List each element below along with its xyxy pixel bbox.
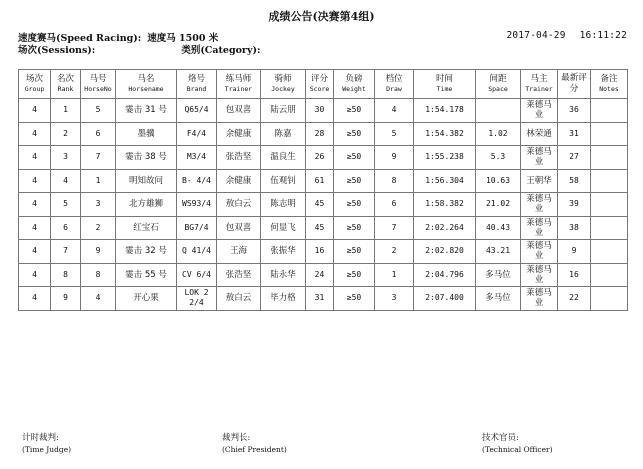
table-cell: 2 (81, 216, 116, 240)
column-header (558, 70, 591, 99)
table-cell: 10.63 (476, 169, 521, 193)
column-header-cn: 档位 (385, 74, 403, 84)
table-cell: ≥50 (334, 240, 375, 264)
table-cell: 王朝华 (521, 169, 558, 193)
page-title: 成绩公告(决赛第4组) (268, 10, 375, 23)
table-cell: ≥50 (334, 169, 375, 193)
table-cell: 6 (81, 122, 116, 146)
column-header (51, 70, 81, 99)
table-cell: 9 (81, 240, 116, 264)
table-cell: 陆云朋 (261, 99, 306, 123)
column-header (591, 70, 628, 99)
table-cell: 3 (81, 193, 116, 217)
column-header (334, 70, 375, 99)
column-header (217, 70, 261, 99)
table-cell: 43.21 (476, 240, 521, 264)
table-cell: 1:56.304 (414, 169, 476, 193)
table-cell: 4 (19, 263, 51, 287)
table-cell: 28 (306, 122, 334, 146)
race-type: 速度赛马(Speed Racing): (18, 33, 142, 44)
results-body (19, 99, 628, 311)
table-cell: Q65/4 (177, 99, 217, 123)
column-header-cn: 骑师 (274, 74, 292, 84)
table-cell: 莱德马业 (521, 193, 558, 217)
table-row (19, 99, 628, 123)
table-cell: 莱德马业 (521, 99, 558, 123)
column-header-en: Draw (386, 85, 402, 93)
table-cell: 2:02.820 (414, 240, 476, 264)
column-header-en: Space (488, 85, 508, 93)
table-cell (591, 240, 628, 264)
column-header-en: Notes (599, 85, 619, 93)
table-cell: ≥50 (334, 193, 375, 217)
table-cell (591, 169, 628, 193)
table-cell (591, 146, 628, 170)
table-cell: 敖白云 (217, 287, 261, 311)
session-info (18, 42, 260, 56)
table-cell: 包双喜 (217, 216, 261, 240)
table-cell: 霎击 32 号 (116, 240, 177, 264)
table-cell: 36 (558, 99, 591, 123)
table-cell: 30 (306, 99, 334, 123)
column-header-cn: 负磅 (345, 74, 363, 84)
table-cell: 1:55.238 (414, 146, 476, 170)
table-cell: 31 (306, 287, 334, 311)
column-header-cn: 烙号 (187, 74, 205, 84)
column-header-en: Score (309, 85, 330, 93)
table-cell: 4 (19, 193, 51, 217)
table-cell (591, 122, 628, 146)
table-cell: 2:02.264 (414, 216, 476, 240)
table-cell: 61 (306, 169, 334, 193)
table-cell: 温良生 (261, 146, 306, 170)
column-header-en: Jockey (271, 85, 295, 93)
table-cell: 莱德马业 (521, 216, 558, 240)
table-cell: 伍观钊 (261, 169, 306, 193)
column-header (521, 70, 558, 99)
table-cell: 16 (306, 240, 334, 264)
column-header-cn: 场次 (25, 74, 43, 84)
print-date: 2017-04-29 (506, 30, 566, 41)
table-cell: ≥50 (334, 122, 375, 146)
table-cell: 1 (51, 99, 81, 123)
results-table (18, 69, 628, 311)
table-cell: 26 (306, 146, 334, 170)
print-datetime (506, 30, 627, 41)
category-label: 类别(Category): (181, 45, 261, 56)
table-cell: 4 (19, 146, 51, 170)
sig-chief-president (222, 433, 287, 455)
table-cell: 1.02 (476, 122, 521, 146)
table-cell: 开心果 (116, 287, 177, 311)
column-header-cn: 名次 (56, 74, 74, 84)
table-cell: 9 (558, 240, 591, 264)
table-cell: 6 (375, 193, 414, 217)
sig-label-en: (Chief President) (222, 445, 287, 454)
table-cell: 4 (81, 287, 116, 311)
column-header-en: Group (24, 85, 45, 93)
table-cell: 莱德马业 (521, 240, 558, 264)
table-cell: 3 (51, 146, 81, 170)
column-header-en: Rank (57, 85, 74, 93)
column-header (81, 70, 116, 99)
print-time: 16:11:22 (579, 30, 627, 41)
table-cell: 2:07.400 (414, 287, 476, 311)
sessions-label: 场次(Sessions): (18, 45, 96, 56)
table-cell: 林荣通 (521, 122, 558, 146)
column-header-cn: 马号 (89, 74, 107, 84)
table-cell: 4 (19, 99, 51, 123)
table-cell: ≥50 (334, 287, 375, 311)
table-cell: 4 (51, 169, 81, 193)
table-cell: 4 (19, 122, 51, 146)
table-cell: 何显飞 (261, 216, 306, 240)
table-cell: 4 (19, 287, 51, 311)
table-cell: 2 (375, 240, 414, 264)
table-cell: LOK 22/4 (177, 287, 217, 311)
table-cell: BG7/4 (177, 216, 217, 240)
table-cell: 1:58.382 (414, 193, 476, 217)
column-header-cn: 最新评分 (561, 73, 587, 94)
table-cell: CV 6/4 (177, 263, 217, 287)
table-cell: 5 (375, 122, 414, 146)
table-row (19, 216, 628, 240)
table-cell: 58 (558, 169, 591, 193)
table-cell: 31 (558, 122, 591, 146)
column-header-cn: 马名 (137, 74, 155, 84)
table-cell: 霎击 31 号 (116, 99, 177, 123)
table-cell: 7 (81, 146, 116, 170)
table-cell: 6 (51, 216, 81, 240)
race-distance: 速度马 1500 米 (147, 33, 219, 44)
column-header-en: Trainer (224, 85, 253, 93)
column-header (116, 70, 177, 99)
table-cell: 余健康 (217, 122, 261, 146)
column-header-cn: 评分 (310, 74, 328, 84)
table-cell: 包双喜 (217, 99, 261, 123)
table-cell: 霎击 38 号 (116, 146, 177, 170)
column-header (306, 70, 334, 99)
table-cell: 24 (306, 263, 334, 287)
table-cell: 1 (375, 263, 414, 287)
table-cell: 余健康 (217, 169, 261, 193)
table-cell: 9 (51, 287, 81, 311)
table-cell (476, 99, 521, 123)
table-cell: 明知故问 (116, 169, 177, 193)
table-cell: 张振华 (261, 240, 306, 264)
column-header (177, 70, 217, 99)
table-cell: 霎击 55 号 (116, 263, 177, 287)
table-cell: 1 (81, 169, 116, 193)
table-cell: 北方雄狮 (116, 193, 177, 217)
table-cell: 莱德马业 (521, 263, 558, 287)
sig-label: 裁判长: (222, 433, 251, 443)
column-header (476, 70, 521, 99)
table-cell: 多马位 (476, 287, 521, 311)
table-cell: 陆永华 (261, 263, 306, 287)
table-cell (591, 287, 628, 311)
column-header-en: HorseNo (84, 85, 112, 93)
table-cell: 22 (558, 287, 591, 311)
table-cell: 2 (51, 122, 81, 146)
table-cell: 8 (51, 263, 81, 287)
table-cell: 8 (375, 169, 414, 193)
table-cell (591, 99, 628, 123)
header-row (19, 70, 628, 99)
column-header-en: Trainer (525, 85, 553, 93)
table-cell: WS93/4 (177, 193, 217, 217)
table-cell (591, 263, 628, 287)
table-cell: 张浩坚 (217, 263, 261, 287)
table-cell: 敖白云 (217, 193, 261, 217)
table-cell: 38 (558, 216, 591, 240)
sig-time-judge (22, 433, 71, 455)
sig-label: 计时裁判: (22, 433, 59, 443)
table-cell: 张浩坚 (217, 146, 261, 170)
sig-label: 技术官员: (482, 433, 519, 443)
sig-label-en: (Time Judge) (22, 445, 72, 454)
table-cell: ≥50 (334, 263, 375, 287)
table-cell: 16 (558, 263, 591, 287)
column-header-cn: 马主 (530, 74, 548, 84)
table-cell: 7 (51, 240, 81, 264)
table-cell: 1:54.382 (414, 122, 476, 146)
table-cell: 4 (19, 240, 51, 264)
table-row (19, 263, 628, 287)
column-header-cn: 练马师 (225, 74, 252, 84)
table-cell: 39 (558, 193, 591, 217)
table-cell: ≥50 (334, 216, 375, 240)
column-header-en: Brand (186, 85, 207, 93)
column-header-cn: 备注 (600, 74, 618, 84)
table-cell: 45 (306, 216, 334, 240)
table-cell: 5 (51, 193, 81, 217)
table-cell: Q 41/4 (177, 240, 217, 264)
table-cell: B- 4/4 (177, 169, 217, 193)
column-header (414, 70, 476, 99)
table-cell: 王海 (217, 240, 261, 264)
table-row (19, 287, 628, 311)
table-cell (591, 216, 628, 240)
table-cell: ≥50 (334, 146, 375, 170)
column-header-en: Weight (342, 85, 366, 93)
table-cell: 多马位 (476, 263, 521, 287)
table-row (19, 146, 628, 170)
table-cell: 5 (81, 99, 116, 123)
table-cell: 4 (19, 169, 51, 193)
table-row (19, 122, 628, 146)
table-cell: 5.3 (476, 146, 521, 170)
table-cell: 陈嘉 (261, 122, 306, 146)
table-cell: 红宝石 (116, 216, 177, 240)
column-header (261, 70, 306, 99)
table-cell: 2:04.796 (414, 263, 476, 287)
table-cell: 陈志明 (261, 193, 306, 217)
column-header-cn: 时间 (435, 74, 453, 84)
table-row (19, 240, 628, 264)
table-row (19, 193, 628, 217)
table-cell: 45 (306, 193, 334, 217)
table-cell: 4 (19, 216, 51, 240)
table-cell: 墨骥 (116, 122, 177, 146)
table-cell: ≥50 (334, 99, 375, 123)
table-cell: 莱德马业 (521, 146, 558, 170)
table-cell: F4/4 (177, 122, 217, 146)
column-header (375, 70, 414, 99)
table-cell: 7 (375, 216, 414, 240)
column-header-cn: 间距 (489, 74, 507, 84)
column-header-en: Horsename (128, 85, 164, 93)
table-cell: M3/4 (177, 146, 217, 170)
table-cell: 莱德马业 (521, 287, 558, 311)
table-cell: 毕力格 (261, 287, 306, 311)
column-header (19, 70, 51, 99)
sig-technical-officer (482, 433, 553, 455)
table-cell: 1:54.178 (414, 99, 476, 123)
table-cell: 27 (558, 146, 591, 170)
table-cell: 3 (375, 287, 414, 311)
table-row (19, 169, 628, 193)
table-cell: 8 (81, 263, 116, 287)
table-cell: 21.02 (476, 193, 521, 217)
sig-label-en: (Technical Officer) (482, 445, 553, 454)
table-cell (591, 193, 628, 217)
table-cell: 9 (375, 146, 414, 170)
table-cell: 4 (375, 99, 414, 123)
table-cell: 40.43 (476, 216, 521, 240)
column-header-en: Time (436, 85, 453, 93)
